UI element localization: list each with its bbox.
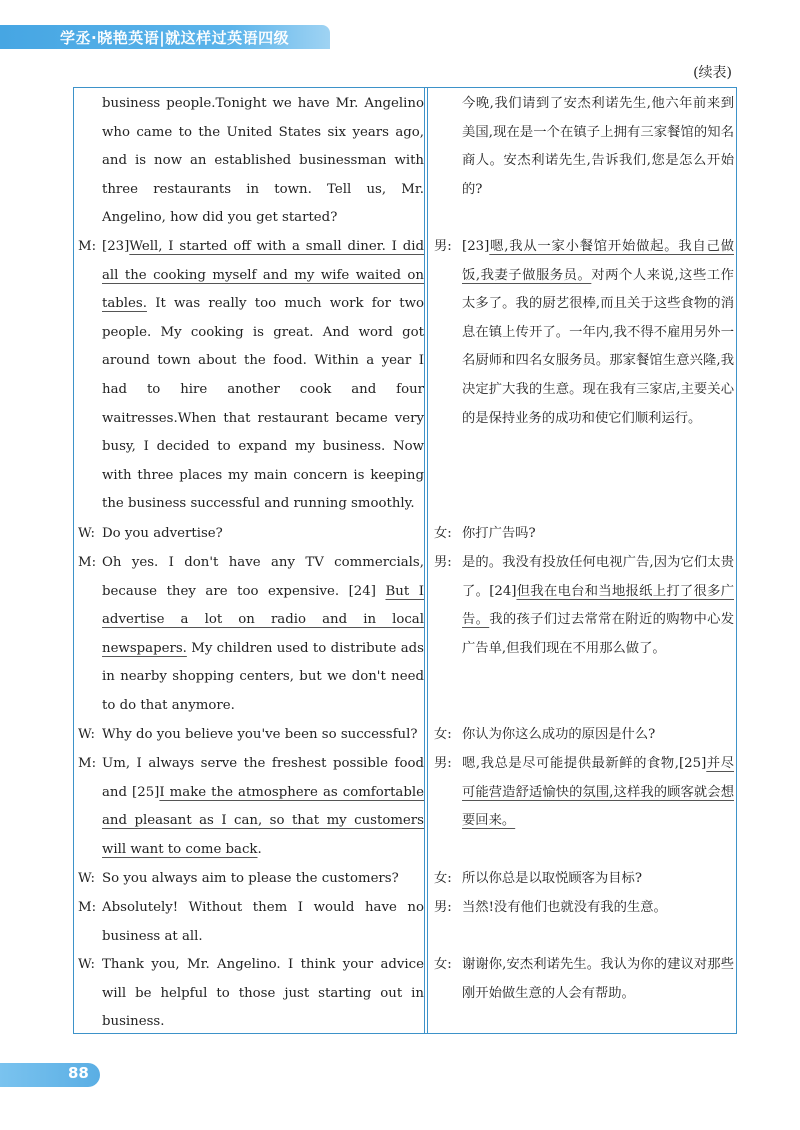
answer-underline: But I advertise a lot on radio and in local newspapers. [102,583,424,656]
dialogue-text: It was really too much work for two people. My cooking is great. And word got around town about the food. Within a year I had to hire another cook and four waitresses.When that restaurant became very busy, I decided to expand my business. Now with three places my main concern is keeping the business successful and running smoothly. [102,296,424,512]
dialogue-text: Why do you believe you've been so successful? [102,727,418,742]
dialogue-text: 当然!没有他们也就没有我的生意。 [462,900,667,915]
speaker-label: 男: [434,756,452,771]
dialogue-text: 我的孩子们过去常常在附近的购物中心发广告单,但我们现在不用那么做了。 [462,612,735,656]
chinese-turn [434,865,734,894]
header-title: 学丞·晓艳英语|就这样过英语四级 [60,29,290,47]
chinese-column [434,90,734,1037]
answer-underline: I make the atmosphere as comfortable and pleasant as I can, so that my customers will want to come back [102,784,424,857]
speaker-label: 女: [434,957,452,972]
answer-underline: 并尽可能营造舒适愉快的氛围,这样我的顾客就会想要回来。 [462,756,735,829]
english-turn [78,750,424,865]
english-turn [78,865,424,894]
dialogue-text: Do you advertise? [102,526,223,541]
chinese-turn [434,951,734,1037]
question-number: [23] [462,239,490,254]
dialogue-text: 你打广告吗? [462,526,536,541]
page-number: 88 [68,1064,89,1082]
english-turn [78,233,424,520]
speaker-label: M: [78,555,97,570]
speaker-label: M: [78,900,97,915]
dialogue-text: My children used to distribute ads in nearby shopping centers, but we don't need to do that anymore. [102,640,424,713]
speaker-label: 男: [434,900,452,915]
dialogue-text: 嗯,我总是尽可能提供最新鲜的食物, [462,756,679,771]
dialogue-text: 你认为你这么成功的原因是什么? [462,727,656,742]
dialogue-text: Absolutely! Without them I would have no business at all. [102,900,424,944]
english-turn [78,721,424,750]
dialogue-text: 所以你总是以取悦顾客为目标? [462,871,642,886]
speaker-label: W: [78,871,95,886]
answer-underline: 但我在电台和当地报纸上打了很多广告。 [462,583,734,628]
dialogue-text: Thank you, Mr. Angelino. I think your advice will be helpful to those just starting out in business. [102,957,424,1030]
dialogue-text: business people.Tonight we have Mr. Angelino who came to the United States six years ago, and is now an established businessman with three restaurants in town. Tell us, Mr. Angelino, how did you get started? [102,96,424,226]
continued-label: (续表) [693,65,732,81]
dialogue-text: . [257,841,262,857]
question-number: [25] [678,756,707,771]
chinese-turn [434,549,734,721]
column-divider [424,88,425,1033]
speaker-label: W: [78,526,95,541]
speaker-label: 男: [434,239,452,254]
chinese-turn [434,90,734,233]
chinese-turn [434,520,734,549]
answer-underline: 嗯,我从一家小餐馆开始做起。我自己做饭,我妻子做服务员。 [462,239,734,283]
english-turn [78,951,424,1037]
dialogue-text: So you always aim to please the customers? [102,871,399,886]
speaker-label: W: [78,957,95,972]
speaker-label: M: [78,239,97,254]
english-turn [78,90,424,233]
dialogue-text: 今晚,我们请到了安杰利诺先生,他六年前来到美国,现在是一个在镇子上拥有三家餐馆的知名商人。安杰利诺先生,告诉我们,您是怎么开始的? [462,96,734,197]
speaker-label: W: [78,727,95,742]
english-turn [78,520,424,549]
dialogue-text: 对两个人来说,这些工作太多了。我的厨艺很棒,而且关于这些食物的消息在镇上传开了。一年内,我不得不雇用另外一名厨师和四名女服务员。那家餐馆生意兴隆,我决定扩大我的生意。现在我有三家店,主要关心的是保持业务的成功和使它们顺利运行。 [462,267,734,426]
answer-underline: Well, I started off with a small diner. I did all the cooking myself and my wife waited on tables. [102,239,424,312]
english-turn [78,894,424,951]
speaker-label: 女: [434,871,452,886]
dialogue-text: Um, I always serve the freshest possible food and [25] [102,756,424,800]
question-number: [23] [102,239,130,254]
dialogue-text: 谢谢你,安杰利诺先生。我认为你的建议对那些刚开始做生意的人会有帮助。 [462,957,734,1001]
speaker-label: M: [78,756,97,771]
chinese-turn [434,233,734,520]
english-turn [78,549,424,721]
chinese-turn [434,721,734,750]
chinese-turn [434,750,734,865]
speaker-label: 女: [434,727,452,742]
chinese-turn [434,894,734,951]
english-column [78,90,424,1037]
speaker-label: 男: [434,555,452,570]
dialogue-text: 是的。我没有投放任何电视广告,因为它们太贵了。[24] [462,555,734,599]
dialogue-text: Oh yes. I don't have any TV commercials, because they are too expensive. [24] [102,555,424,599]
speaker-label: 女: [434,526,452,541]
